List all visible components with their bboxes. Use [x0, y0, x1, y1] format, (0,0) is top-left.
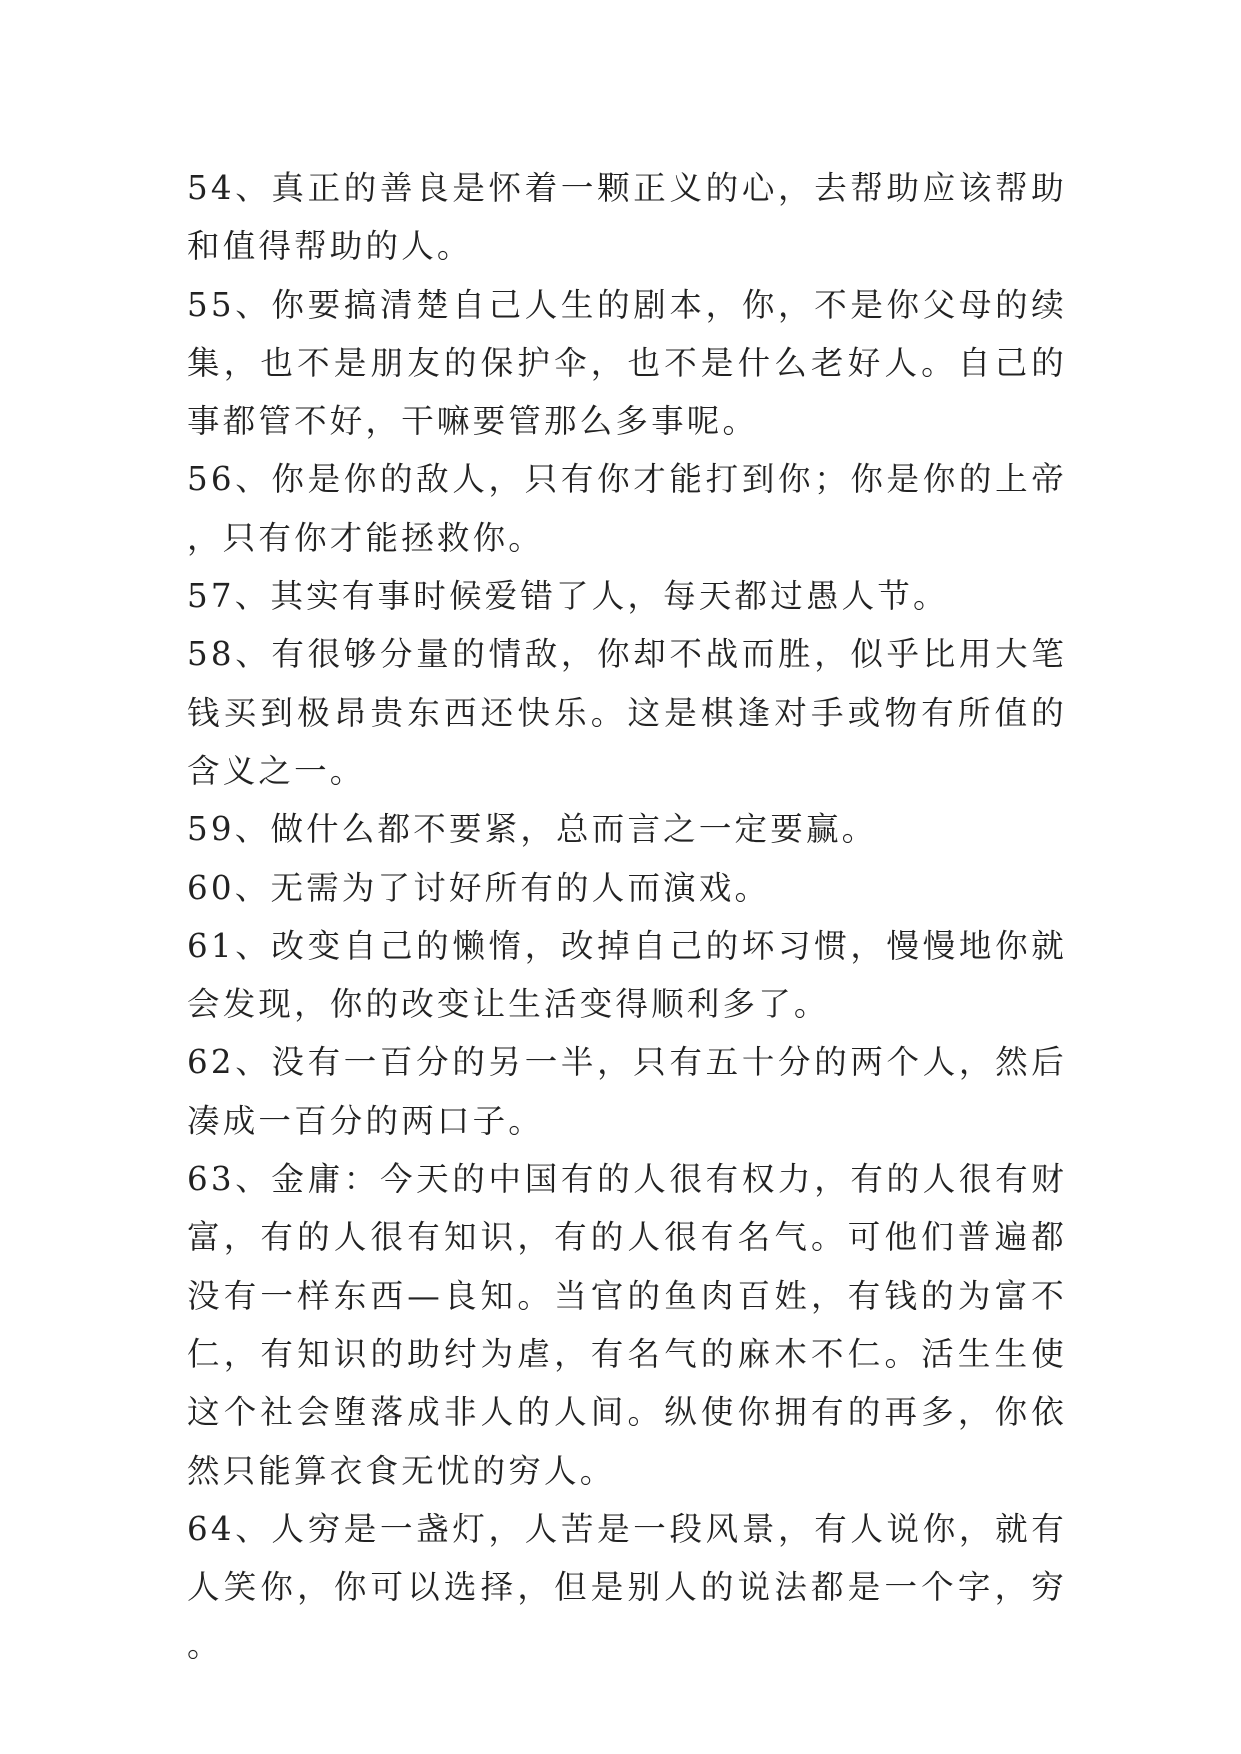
quote-item-57: 57、其实有事时候爱错了人，每天都过愚人节。: [187, 577, 949, 616]
quote-item-59: 59、做什么都不要紧，总而言之一定要赢。: [187, 810, 878, 849]
quote-item-61: 61、改变自己的懒惰，改掉自己的坏习惯，慢慢地你就会发现，你的改变让生活变得顺利多了。: [187, 926, 1067, 1024]
quote-item-58: 58、有很够分量的情敌，你却不战而胜，似乎比用大笔钱买到极昂贵东西还快乐。这是棋逢对手或物有所值的含义之一。: [187, 635, 1067, 790]
quote-item-54: 54、真正的善良是怀着一颗正义的心，去帮助应该帮助和值得帮助的人。: [187, 169, 1067, 266]
quote-item-63: 63、金庸：今天的中国有的人很有权力，有的人很有财富，有的人很有知识，有的人很有名气。可他们普遍都没有一样东西—良知。当官的鱼肉百姓，有钱的为富不仁，有知识的助纣为虐，有名气的麻木不仁。活生生使这个社会堕落成非人的人间。纵使你拥有的再多，你依然只能算衣食无忧的穷人。: [187, 1160, 1067, 1490]
document-body: [187, 159, 1067, 1675]
quote-item-62: 62、没有一百分的另一半，只有五十分的两个人，然后凑成一百分的两口子。: [187, 1043, 1067, 1140]
quote-item-60: 60、无需为了讨好所有的人而演戏。: [187, 868, 771, 907]
quote-item-55: 55、你要搞清楚自己人生的剧本，你，不是你父母的续集，也不是朋友的保护伞，也不是什么老好人。自己的事都管不好，干嘛要管那么多事呢。: [187, 285, 1067, 441]
quote-item-64: 64、人穷是一盏灯，人苦是一段风景，有人说你，就有人笑你，你可以选择，但是别人的说法都是一个字，穷。: [187, 1509, 1067, 1665]
quote-item-56: 56、你是你的敌人，只有你才能打到你；你是你的上帝，只有你才能拯救你。: [187, 460, 1067, 557]
